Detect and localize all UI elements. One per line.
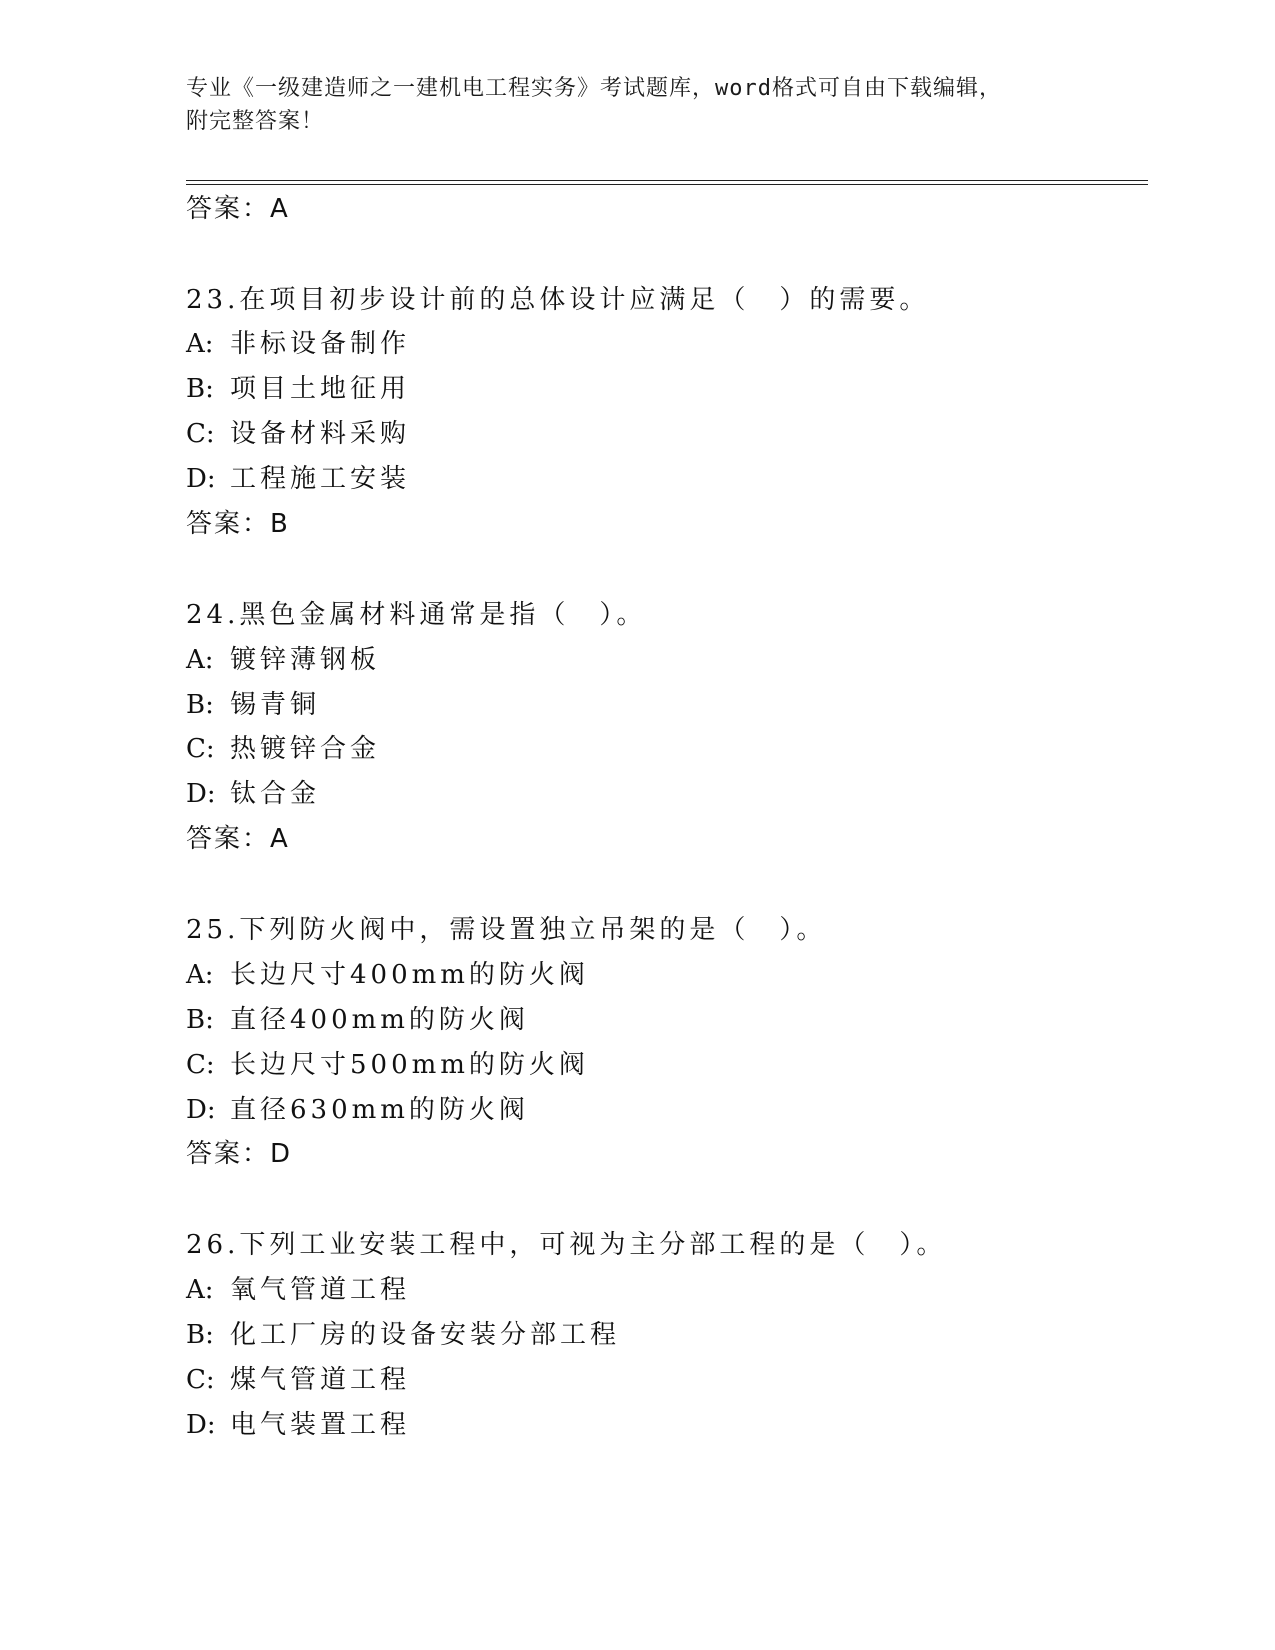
option-letter: B: bbox=[186, 1005, 214, 1035]
option-letter: A: bbox=[186, 960, 214, 990]
option-letter: B: bbox=[186, 374, 214, 404]
option-letter: B: bbox=[186, 690, 214, 720]
option-text: 钛合金 bbox=[230, 779, 321, 809]
question-24-answer: 答案：A bbox=[186, 824, 290, 854]
question-24-option-d bbox=[186, 777, 320, 811]
option-text: 工程施工安装 bbox=[230, 464, 411, 494]
question-26-option-b bbox=[186, 1318, 620, 1352]
question-25-option-d bbox=[186, 1093, 529, 1127]
question-26-option-d bbox=[186, 1408, 410, 1442]
option-text: 长边尺寸400mm的防火阀 bbox=[230, 960, 589, 990]
option-text: 项目土地征用 bbox=[230, 374, 411, 404]
question-25-option-c bbox=[186, 1048, 589, 1082]
question-23-option-b bbox=[186, 372, 410, 406]
question-26-option-a bbox=[186, 1273, 410, 1307]
option-text: 非标设备制作 bbox=[230, 329, 411, 359]
option-text: 长边尺寸500mm的防火阀 bbox=[230, 1050, 589, 1080]
question-23-option-d bbox=[186, 462, 410, 496]
option-letter: A: bbox=[186, 329, 214, 359]
option-letter: C: bbox=[186, 1365, 215, 1395]
question-25-option-a bbox=[186, 958, 589, 992]
option-letter: D: bbox=[186, 1095, 216, 1125]
option-text: 热镀锌合金 bbox=[230, 734, 381, 764]
question-26-option-c bbox=[186, 1363, 410, 1397]
question-24-option-a bbox=[186, 643, 380, 677]
question-24-option-c bbox=[186, 732, 380, 766]
option-letter: A: bbox=[186, 1275, 214, 1305]
option-letter: D: bbox=[186, 1410, 216, 1440]
option-letter: C: bbox=[186, 1050, 215, 1080]
header-divider-top bbox=[186, 180, 1148, 181]
header-line-1: 专业《一级建造师之一建机电工程实务》考试题库，word格式可自由下载编辑， bbox=[186, 76, 1002, 101]
question-23-answer: 答案：B bbox=[186, 509, 290, 539]
option-text: 化工厂房的设备安装分部工程 bbox=[230, 1320, 621, 1350]
header-divider-bottom bbox=[186, 184, 1148, 185]
option-text: 直径400mm的防火阀 bbox=[230, 1005, 529, 1035]
header-line-2: 附完整答案！ bbox=[186, 109, 325, 134]
option-text: 镀锌薄钢板 bbox=[230, 645, 381, 675]
question-23-option-c bbox=[186, 417, 410, 451]
option-text: 氧气管道工程 bbox=[230, 1275, 411, 1305]
option-letter: B: bbox=[186, 1320, 214, 1350]
question-24-option-b bbox=[186, 688, 320, 722]
option-letter: C: bbox=[186, 734, 215, 764]
previous-answer: 答案：A bbox=[186, 194, 290, 224]
option-text: 煤气管道工程 bbox=[230, 1365, 411, 1395]
option-text: 直径630mm的防火阀 bbox=[230, 1095, 529, 1125]
option-letter: D: bbox=[186, 779, 216, 809]
document-header bbox=[186, 72, 1166, 138]
question-23-option-a bbox=[186, 327, 410, 361]
question-25-stem: 25.下列防火阀中，需设置独立吊架的是（ ）。 bbox=[186, 915, 827, 945]
option-letter: D: bbox=[186, 464, 216, 494]
question-26-stem: 26.下列工业安装工程中，可视为主分部工程的是（ ）。 bbox=[186, 1230, 947, 1260]
question-24-stem: 24.黑色金属材料通常是指（ ）。 bbox=[186, 600, 647, 630]
question-25-option-b bbox=[186, 1003, 529, 1037]
question-25-answer: 答案：D bbox=[186, 1139, 293, 1169]
question-23-stem: 23.在项目初步设计前的总体设计应满足（ ）的需要。 bbox=[186, 285, 930, 315]
option-text: 设备材料采购 bbox=[230, 419, 411, 449]
option-text: 电气装置工程 bbox=[230, 1410, 411, 1440]
option-text: 锡青铜 bbox=[230, 690, 321, 720]
option-letter: C: bbox=[186, 419, 215, 449]
option-letter: A: bbox=[186, 645, 214, 675]
